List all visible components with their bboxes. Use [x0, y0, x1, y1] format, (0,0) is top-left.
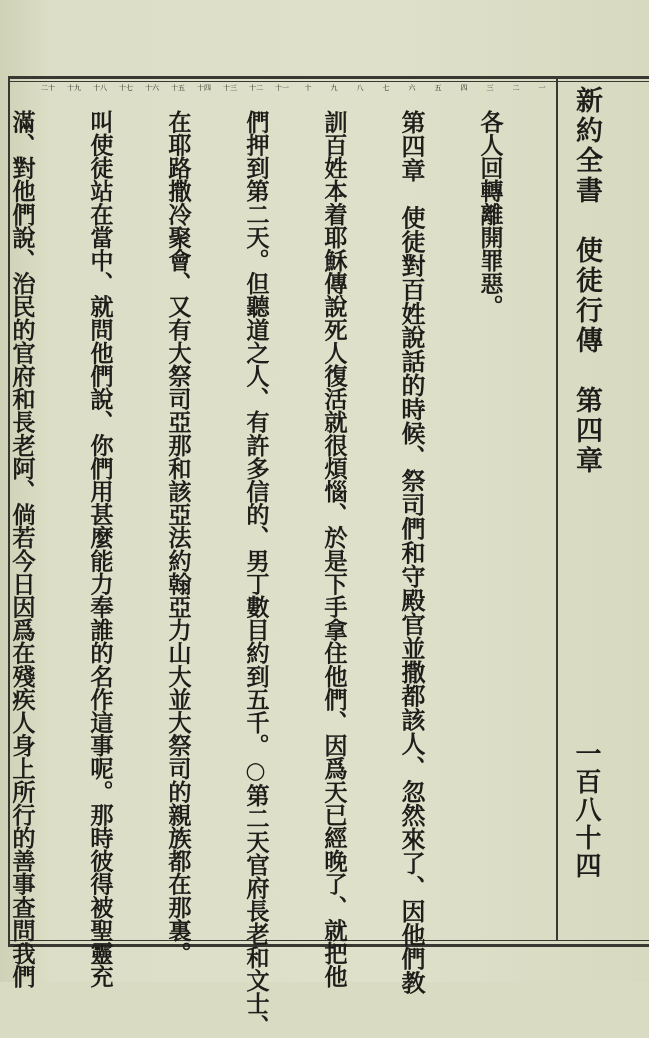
- line-number: 十九: [67, 84, 81, 92]
- page-number: 一百八十四: [571, 740, 601, 880]
- body-text: [8, 110, 554, 1038]
- running-title: 新約全書 使徒行傳 第四章: [571, 86, 602, 476]
- line-number: 十: [304, 84, 312, 92]
- chapter-heading-line: 第四章 使徒對百姓說話的時候、祭司們和守殿官並撒都該人、忽然來了、因他們教: [397, 110, 426, 995]
- line-number: 八: [356, 84, 364, 92]
- line-number: 十五: [171, 84, 185, 92]
- margin-divider-rule: [556, 79, 558, 941]
- line-number: 五: [434, 84, 442, 92]
- line-number: 一: [538, 84, 546, 92]
- line-number: 十四: [197, 84, 211, 92]
- line-number: 十二: [249, 84, 263, 92]
- top-border-rule: [8, 76, 649, 79]
- text-line: 們押到第二天。但聽道之人、有許多信的、男丁數目約到五千。○第二天官府長老和文士、: [242, 110, 269, 1038]
- line-number: 十八: [93, 84, 107, 92]
- text-line: 滿、對他們說、治民的官府和長老阿、倘若今日因爲在殘疾人身上所行的善事查問我們: [8, 110, 35, 988]
- line-number: 九: [330, 84, 338, 92]
- text-line: 叫使徒站在當中、就問他們說、你們用甚麼能力奉誰的名作這事呢。那時彼得被聖靈充: [86, 110, 113, 988]
- text-line: 在耶路撒冷聚會、又有大祭司亞那和該亞法約翰亞力山大並大祭司的親族都在那裏。: [164, 110, 191, 965]
- line-number: 十三: [223, 84, 237, 92]
- text-line: 訓百姓本着耶穌傳說死人復活就很煩惱、於是下手拿住他們、因爲天已經晚了、就把他: [320, 110, 347, 988]
- top-inner-rule: [8, 81, 649, 82]
- line-number: 六: [408, 84, 416, 92]
- line-number: 十六: [145, 84, 159, 92]
- line-number: 四: [460, 84, 468, 92]
- line-number: 三: [486, 84, 494, 92]
- line-number-row: [10, 84, 556, 110]
- line-number: 十一: [275, 84, 289, 92]
- line-number: 十七: [119, 84, 133, 92]
- text-line: 各人回轉離開罪惡。: [476, 110, 503, 318]
- line-number: 二十: [41, 84, 55, 92]
- line-number: 二: [512, 84, 520, 92]
- line-number: 七: [382, 84, 390, 92]
